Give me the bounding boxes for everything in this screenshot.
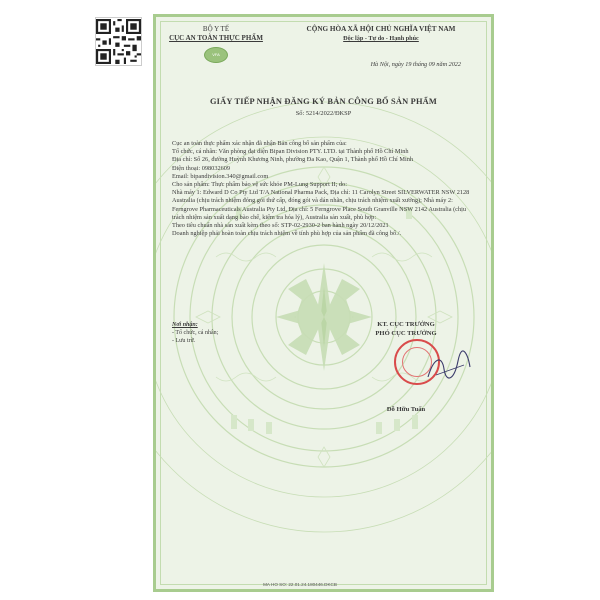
email-line: Email: bipandivision.340@gmail.com bbox=[172, 172, 269, 180]
address-line: Địa chỉ: Số 26, đường Huỳnh Khương Ninh, phường Đa Kao, Quận 1, Thành phố Hồ Chí Minh bbox=[172, 156, 414, 164]
signatory-block bbox=[336, 321, 476, 338]
standard-line: Theo tiêu chuẩn nhà sản xuất kèm theo số: STP-02-2930-2 ban hành ngày 20/12/2021 bbox=[172, 222, 389, 230]
issuing-agency-header bbox=[156, 25, 276, 43]
issue-date: Hà Nội, ngày 19 tháng 09 năm 2022 bbox=[370, 61, 461, 68]
document-title: GIẤY TIẾP NHẬN ĐĂNG KÝ BẢN CÔNG BỐ SẢN PHẨM bbox=[209, 97, 438, 106]
document-number: Số: 5214/2022/ĐKSP bbox=[295, 110, 352, 117]
ministry-name: BỘ Y TẾ bbox=[202, 25, 230, 33]
signatory-name: Đỗ Hữu Tuấn bbox=[386, 406, 426, 413]
country-name: CỘNG HÒA XÃ HỘI CHỦ NGHĨA VIỆT NAM bbox=[306, 25, 456, 33]
agency-name: CỤC AN TOÀN THỰC PHẨM bbox=[169, 34, 263, 42]
record-code: MA HO SO: 22.01.24.180446.DKCB bbox=[263, 582, 337, 587]
recipients-label: Nơi nhận: bbox=[172, 322, 198, 328]
phone-line: Điện thoại: 098032609 bbox=[172, 164, 231, 172]
product-line: Cho sản phẩm: Thực phẩm bảo vệ sức khỏe PM-Lung Support II; do: bbox=[172, 181, 347, 189]
national-header bbox=[274, 25, 488, 43]
qr-code-graphic bbox=[96, 18, 141, 65]
signatory-position: PHÓ CỤC TRƯỞNG bbox=[375, 329, 437, 337]
intro-line: Cục an toàn thực phẩm xác nhận đã nhận Bản công bố sản phẩm của: bbox=[172, 140, 347, 147]
organization-line: Tổ chức, cá nhân: Văn phòng đại diện Bipan Division PTY. LTD. tại Thành phố Hồ Chí Minh bbox=[172, 148, 409, 156]
recipients-block bbox=[172, 321, 218, 345]
signatory-title: KT. CỤC TRƯỞNG bbox=[377, 321, 435, 328]
handwritten-signature bbox=[424, 347, 474, 387]
recipient-item: - Lưu trữ. bbox=[172, 338, 196, 344]
document-body bbox=[172, 140, 479, 238]
recipient-item: - Tổ chức, cá nhân; bbox=[172, 330, 219, 336]
certificate-document bbox=[153, 14, 494, 592]
qr-code bbox=[95, 17, 142, 66]
agency-logo: VFA bbox=[204, 47, 228, 63]
responsibility-line: Doanh nghiệp phải hoàn toàn chịu trách nhiệm về tính phù hợp của sản phẩm đã công bố./. bbox=[172, 230, 402, 238]
national-motto: Độc lập - Tự do - Hạnh phúc bbox=[343, 35, 419, 42]
manufacturer-line: Nhà máy 1: Edward D Co Pty Ltd T/A National Pharma Pack, Địa chỉ: 11 Carolyn Street SILVERWATER NSW 2128 Australia (chịu trách nhiệm đóng gói thứ cấp, đóng gói và dán nhãn, chịu trách nhiệm xuất xưởng); Nhà máy 2: Ferngrove Pharmaceuticals Australia Pty Ltd, Địa chỉ: 5 Ferngrove Place South Granville NSW 2142 Australia (chịu trách nhiệm sản xuất dạng bào chế, kiểm tra hóa lý), Australia sản xuất, phù hợp: bbox=[172, 189, 470, 221]
